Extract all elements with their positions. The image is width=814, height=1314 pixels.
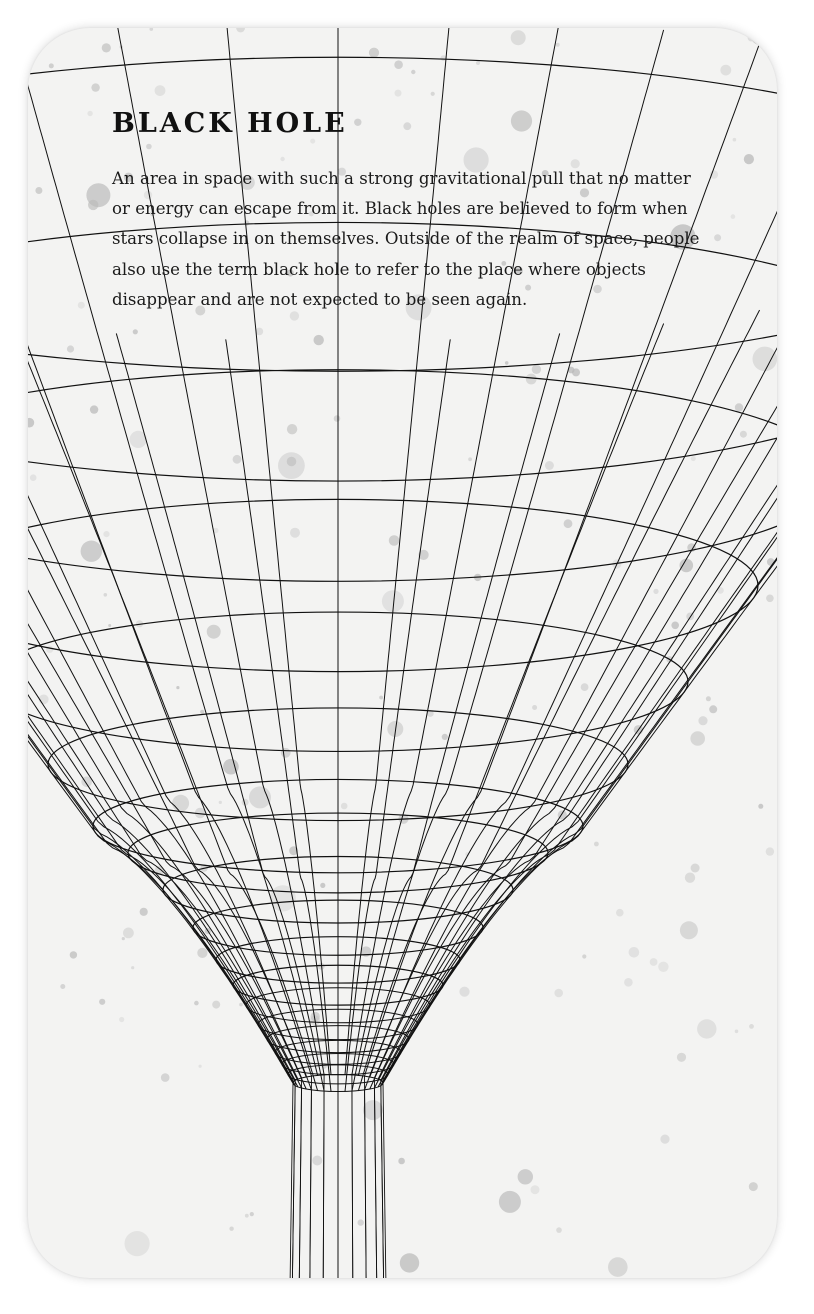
glossary-card [28,28,777,1278]
card-definition: An area in space with such a strong gravitational pull that no matter or energy can escape from it. Black holes are believed to form when stars collapse in on themselves. Outside of the realm of space, people also use the term black hole to refer to the place where objects disappear and are not expected to be seen again. [112,169,700,309]
card-title: BLACK HOLE [112,108,348,139]
